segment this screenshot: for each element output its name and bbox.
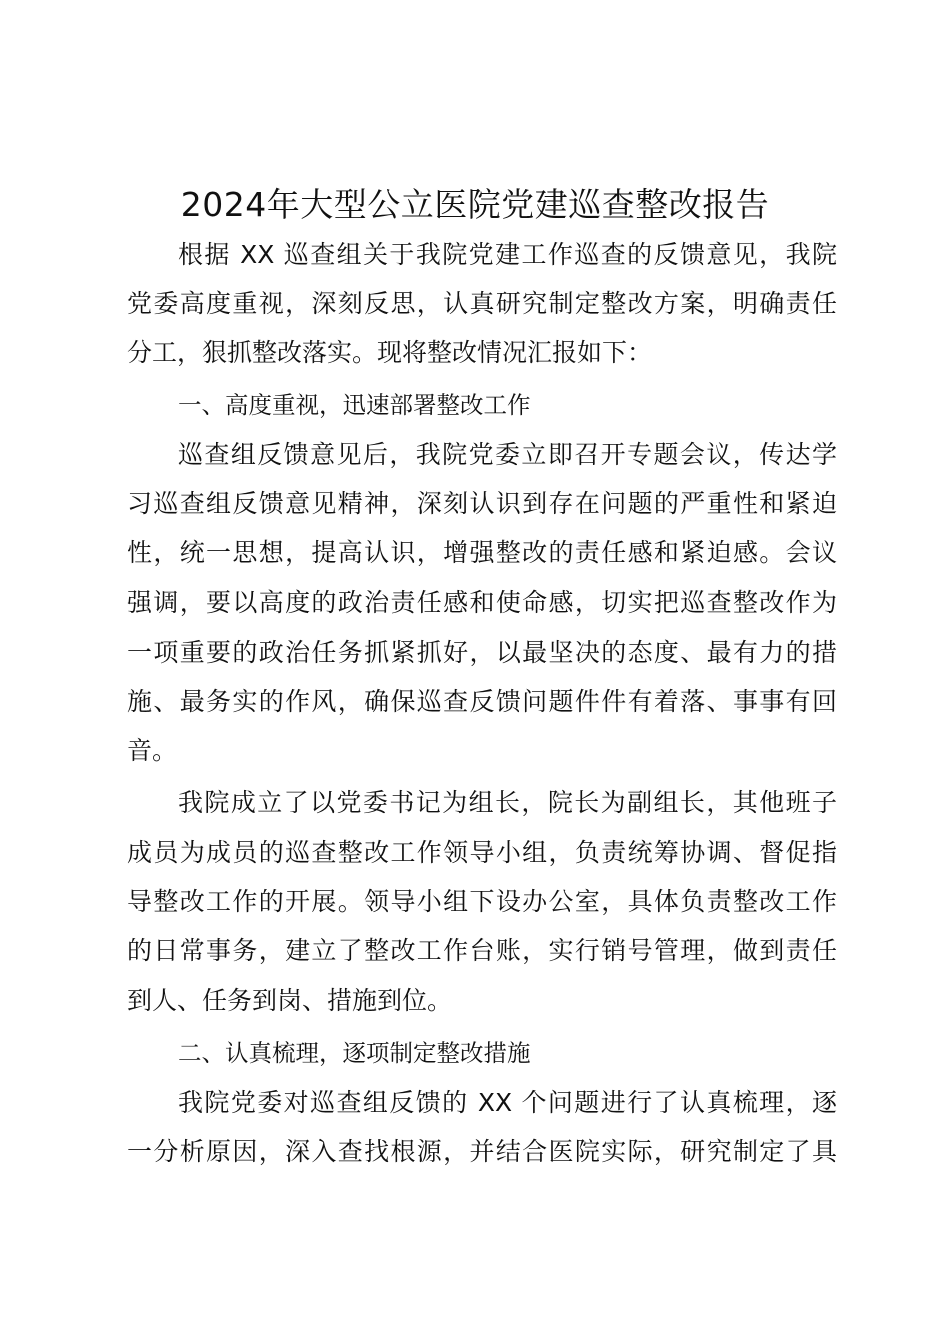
intro-line-2: 党委高度重视，深刻反思，认真研究制定整改方案，明确责任	[127, 289, 837, 318]
document-title: 2024年大型公立医院党建巡查整改报告	[180, 185, 770, 224]
section-1-para-2-line-4: 的日常事务，建立了整改工作台账，实行销号管理，做到责任	[127, 936, 837, 965]
section-2-para-1-line-1: 我院党委对巡查组反馈的 XX 个问题进行了认真梳理，逐	[178, 1088, 837, 1117]
section-1-para-2-line-2: 成员为成员的巡查整改工作领导小组，负责统筹协调、督促指	[127, 838, 837, 867]
section-1-para-2-line-5: 到人、任务到岗、措施到位。	[127, 986, 453, 1015]
section-2-para-1-line-2: 一分析原因，深入查找根源，并结合医院实际，研究制定了具	[127, 1137, 837, 1166]
section-1-para-1-line-4: 强调，要以高度的政治责任感和使命感，切实把巡查整改作为	[127, 588, 837, 617]
section-1-para-1-line-7: 音。	[127, 736, 178, 765]
section-1-para-1-line-1: 巡查组反馈意见后，我院党委立即召开专题会议，传达学	[178, 440, 837, 469]
section-1-para-1-line-2: 习巡查组反馈意见精神，深刻认识到存在问题的严重性和紧迫	[127, 489, 837, 518]
intro-line-1: 根据 XX 巡查组关于我院党建工作巡查的反馈意见，我院	[178, 240, 837, 269]
section-1-para-2-line-3: 导整改工作的开展。领导小组下设办公室，具体负责整改工作	[127, 887, 837, 916]
section-1-para-1-line-5: 一项重要的政治任务抓紧抓好，以最坚决的态度、最有力的措	[127, 638, 837, 667]
section-1-heading: 一、高度重视，迅速部署整改工作	[178, 391, 531, 419]
section-1-para-1-line-6: 施、最务实的作风，确保巡查反馈问题件件有着落、事事有回	[127, 687, 837, 716]
section-2-heading: 二、认真梳理，逐项制定整改措施	[178, 1039, 531, 1067]
section-1-para-2-line-1: 我院成立了以党委书记为组长，院长为副组长，其他班子	[178, 788, 837, 817]
intro-line-3: 分工，狠抓整改落实。现将整改情况汇报如下：	[127, 338, 653, 367]
section-1-para-1-line-3: 性，统一思想，提高认识，增强整改的责任感和紧迫感。会议	[127, 538, 837, 567]
